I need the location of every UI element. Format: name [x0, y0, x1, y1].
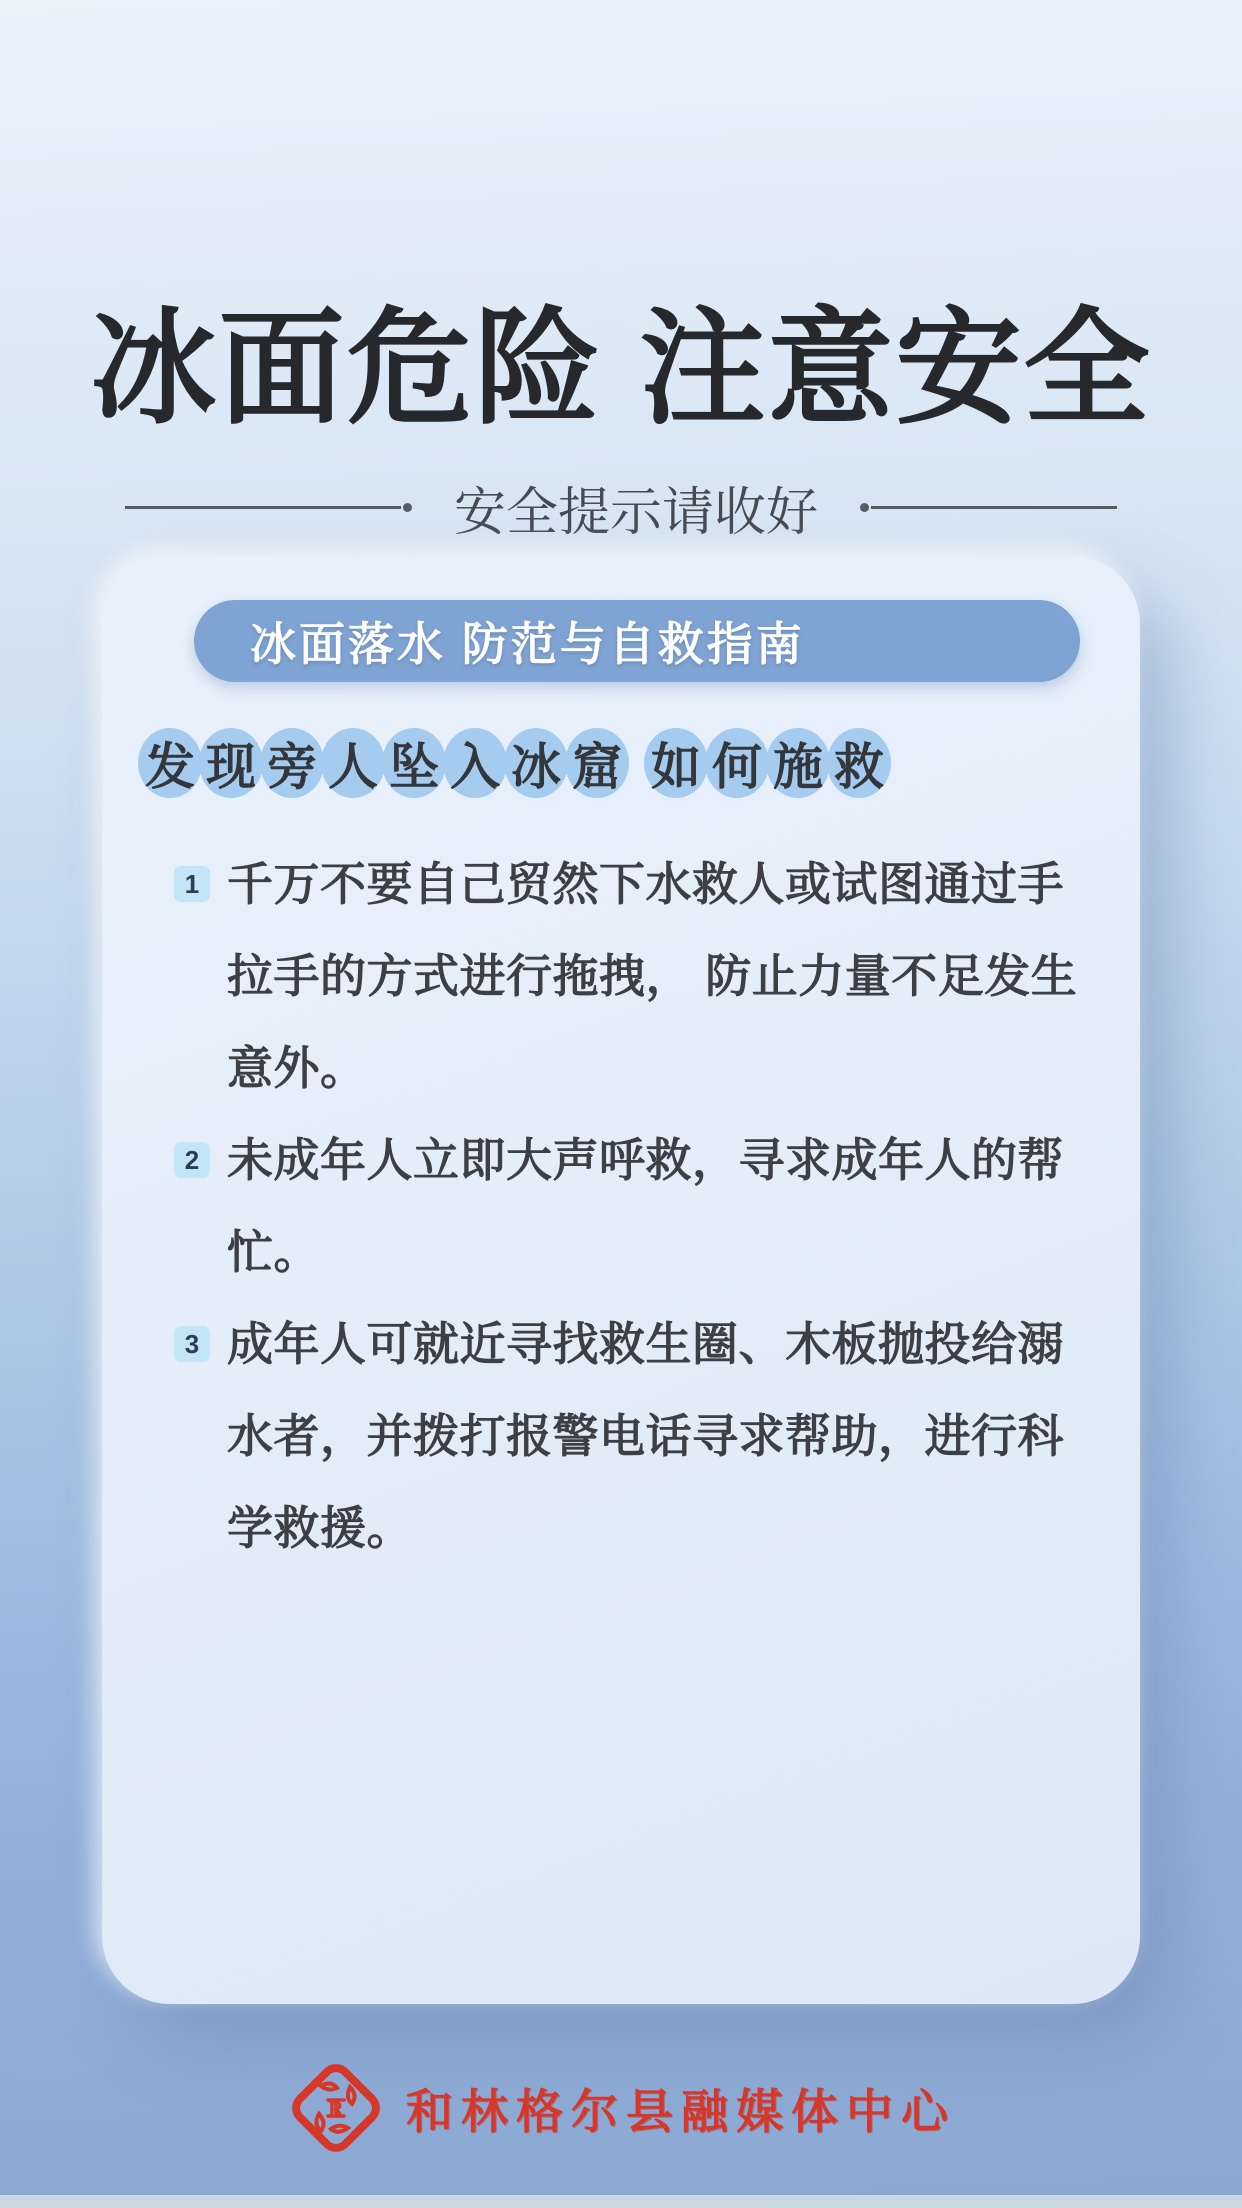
highlight-char-bubble: 窟: [565, 728, 629, 798]
highlight-char-bubble: 坠: [382, 728, 446, 798]
highlight-char-bubble: 救: [827, 728, 891, 798]
guide-card-banner-title: 冰面落水 防范与自救指南: [250, 618, 805, 670]
step-text: 未成年人立即大声呼救，寻求成年人的帮忙。: [227, 1134, 1064, 1278]
logo-letter: R: [328, 2096, 344, 2121]
list-item: [174, 1114, 1184, 1298]
subtitle-divider: [0, 470, 1242, 545]
highlight-char-bubble: 如: [644, 728, 708, 798]
guide-card-banner: [194, 600, 1080, 682]
divider-line-right: [871, 506, 1117, 509]
list-item: [174, 838, 1184, 1114]
rescue-steps-list: [174, 838, 1184, 1574]
footer-brand-name: 和林格尔县融媒体中心: [406, 2086, 956, 2139]
highlight-char-bubble: 何: [705, 728, 769, 798]
poster-subtitle: 安全提示请收好: [453, 484, 818, 542]
bottom-edge-strip: [0, 2195, 1242, 2208]
step-number-badge: 3: [174, 1326, 210, 1362]
footer-brand: [0, 2052, 1242, 2164]
list-item: [174, 1298, 1184, 1574]
divider-dot-right: [860, 503, 869, 512]
section-heading-bubbles: [138, 728, 888, 798]
highlight-char-bubble: 现: [199, 728, 263, 798]
poster-title: 冰面危险 注意安全: [90, 298, 1152, 439]
divider-line-left: [125, 506, 401, 509]
highlight-char-bubble: 旁: [260, 728, 324, 798]
highlight-char-bubble: 施: [766, 728, 830, 798]
highlight-char-bubble: 发: [138, 728, 202, 798]
rong-media-diamond-seal-icon: [286, 2052, 386, 2164]
step-number-badge: 1: [174, 866, 210, 902]
divider-dot-left: [403, 503, 412, 512]
guide-card: [102, 556, 1140, 2004]
step-text: 成年人可就近寻找救生圈、木板抛投给溺水者，并拨打报警电话寻求帮助，进行科学救援。: [227, 1318, 1064, 1554]
highlight-char-bubble: 入: [443, 728, 507, 798]
highlight-char-bubble: 人: [321, 728, 385, 798]
highlight-char-bubble: 冰: [504, 728, 568, 798]
step-number-badge: 2: [174, 1142, 210, 1178]
step-text: 千万不要自己贸然下水救人或试图通过手拉手的方式进行拖拽， 防止力量不足发生意外。: [227, 858, 1078, 1094]
